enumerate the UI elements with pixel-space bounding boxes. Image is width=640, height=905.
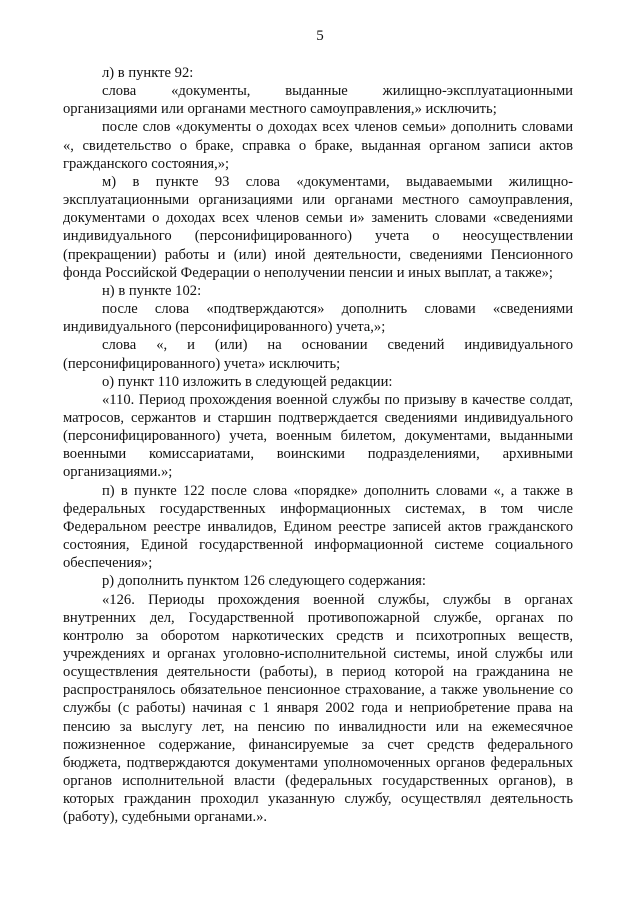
- item-o-heading: о) пункт 110 изложить в следующей редакции:: [102, 373, 393, 390]
- item-l-add-words: после слов «документы о доходах всех членов семьи» дополнить словами «, свидетельство о браке, справка о браке, выданная органом записи актов гражданского состояния,»;: [63, 119, 573, 172]
- item-r-heading: р) дополнить пунктом 126 следующего содержания:: [102, 573, 426, 590]
- page-number: 5: [316, 28, 324, 44]
- item-m-replace: м) в пункте 93 слова «документами, выдаваемыми жилищно-эксплуатационными организациями или органами местного самоуправления, документами о доходах всех членов семьи и» заменить словами «сведениями индивидуального (персонифицированного) учета о неосуществлении (прекращении) работы и (или) иной деятельности, сведениями Пенсионного фонда Российской Федерации о неполучении пенсии и иных выплат, а также»;: [63, 173, 573, 281]
- item-l-heading: л) в пункте 92:: [102, 65, 194, 81]
- item-n-delete-words: слова «, и (или) на основании сведений индивидуального (персонифицированного) учета» исключить;: [63, 337, 573, 372]
- item-r-new-text: «126. Периоды прохождения военной службы, службы в органах внутренних дел, Государственной противопожарной службе, органах по контролю за оборотом наркотических средств и психотропных веществ, учреждениях и органах уголовно-исполнительной системы, иной службы или осуществления деятельности (работы), в период которой на гражданина не распространялось обязательное пенсионное страхование, а также увольнение со службы (с работы) начиная с 1 января 2002 года и неприобретение права на пенсию за выслугу лет, на пенсию по инвалидности или на ежемесячное пожизненное содержание, финансируемые за счет средств федерального бюджета, подтверждаются документами уполномоченных органов федеральных органов исполнительной власти (федеральных государственных органов), в которых гражданин проходил указанную службу, осуществлял деятельность (работу), судебными органами.».: [63, 591, 573, 826]
- item-p-add-words: п) в пункте 122 после слова «порядке» дополнить словами «, а также в федеральных государственных информационных системах, в том числе Федеральном реестре инвалидов, Едином реестре записей актов гражданского состояния, Единой государственной информационной системе социального обеспечения»;: [63, 482, 573, 572]
- document-body: [63, 64, 573, 827]
- item-n-heading: н) в пункте 102:: [102, 282, 202, 299]
- item-o-new-text: «110. Период прохождения военной службы по призыву в качестве солдат, матросов, сержантов и старшин подтверждается сведениями индивидуального (персонифицированного) учета, военным билетом, документами, выданными военными комиссариатами, воинскими подразделениями, архивными организациями.»;: [63, 391, 573, 481]
- item-n-add-words: после слова «подтверждаются» дополнить словами «сведениями индивидуального (персонифицированного) учета,»;: [63, 301, 573, 336]
- item-l-delete-words: слова «документы, выданные жилищно-эксплуатационными организациями или органами местного самоуправления,» исключить;: [63, 83, 573, 118]
